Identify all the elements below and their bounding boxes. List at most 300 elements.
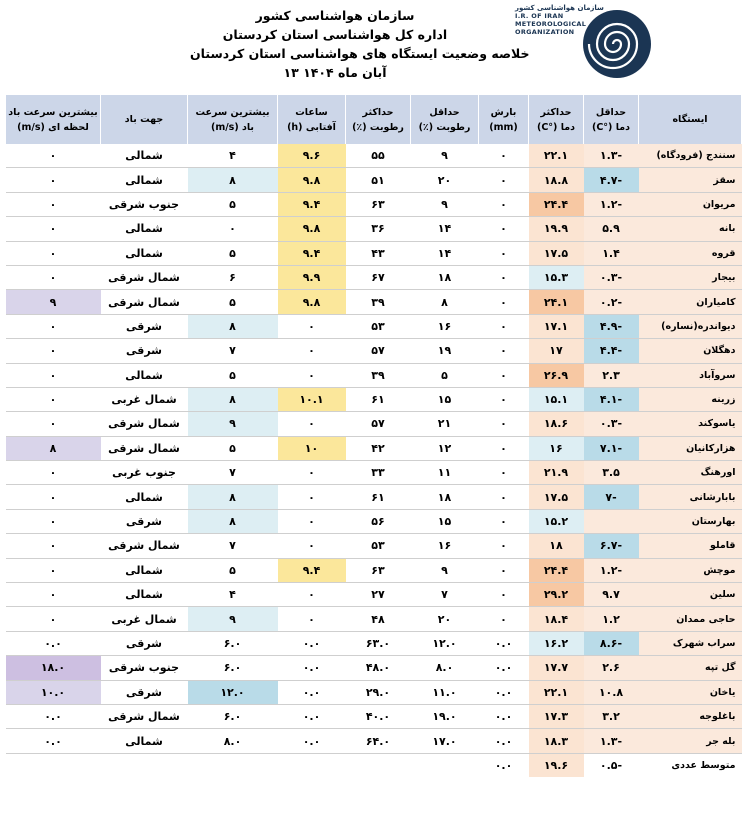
gust-cell: ۰.۰ [6, 729, 101, 753]
hmin-cell: ۱۱.۰ [411, 680, 479, 704]
rain-cell: ۰ [479, 265, 529, 289]
wmax-cell: ۸ [188, 314, 278, 338]
hmin-cell: ۲۰ [411, 168, 479, 192]
tmin-cell: -۱.۲ [584, 558, 639, 582]
wmax-cell: ۵ [188, 363, 278, 387]
station-name-cell: باغلوجه [639, 704, 742, 728]
station-name-cell: زرینه [639, 387, 742, 411]
wmax-cell: ۶ [188, 265, 278, 289]
table-row [6, 265, 742, 289]
rain-cell: ۰ [479, 339, 529, 363]
gust-cell: ۸ [6, 436, 101, 460]
tmax-cell: ۱۷.۳ [529, 704, 584, 728]
sun-cell: ۱۰ [278, 436, 346, 460]
station-name-cell: کامیاران [639, 290, 742, 314]
sun-cell: ۹.۸ [278, 290, 346, 314]
gust-cell: ۰ [6, 168, 101, 192]
column-header [6, 95, 101, 144]
wmax-cell: ۶.۰ [188, 631, 278, 655]
tmax-cell: ۱۷ [529, 339, 584, 363]
tmin-cell: -۴.۷ [584, 168, 639, 192]
wmax-cell: ۷ [188, 461, 278, 485]
tmax-cell: ۲۶.۹ [529, 363, 584, 387]
wind-direction-cell: شرقی [101, 680, 188, 704]
tmin-cell: -۸.۶ [584, 631, 639, 655]
table-row [6, 704, 742, 728]
stations-table [5, 95, 742, 777]
station-name-cell: سلین [639, 583, 742, 607]
column-header [346, 95, 411, 144]
wind-direction-cell: شمال شرقی [101, 290, 188, 314]
column-header-line: بیشترین سرعت [195, 106, 270, 118]
table-row [6, 339, 742, 363]
tmin-cell: -۰.۵ [599, 758, 623, 772]
wmax-cell: ۸ [188, 387, 278, 411]
tmin-cell: -۷ [584, 485, 639, 509]
column-header [101, 95, 188, 144]
gust-cell: ۰ [6, 339, 101, 363]
column-header-line: حداقل [429, 106, 460, 118]
station-name-cell: سنندج (فرودگاه) [639, 144, 742, 168]
wmax-cell: ۷ [188, 534, 278, 558]
gust-cell: ۰ [6, 265, 101, 289]
tmin-cell: -۴.۱ [584, 387, 639, 411]
hmin-cell: ۱۹ [411, 339, 479, 363]
tmax-cell: ۱۵.۲ [529, 509, 584, 533]
logo-en-line3: ORGANIZATION [515, 28, 575, 36]
wind-direction-cell: شمال غربی [101, 607, 188, 631]
table-body [6, 144, 742, 777]
station-name-cell: متوسط عددی [639, 753, 742, 777]
sun-cell: ۹.۴ [278, 192, 346, 216]
tmax-cell: ۱۸.۳ [529, 729, 584, 753]
rain-cell: ۰ [479, 461, 529, 485]
wind-direction-cell: شمال شرقی [101, 436, 188, 460]
table-row [6, 314, 742, 338]
rain-cell: ۰ [479, 290, 529, 314]
tmax-cell: ۱۵.۳ [529, 265, 584, 289]
column-header-line: لحظه ای (m/s) [17, 121, 89, 133]
hmax-cell: ۶۳ [346, 192, 411, 216]
hmax-cell: ۳۹ [346, 363, 411, 387]
table-row [6, 412, 742, 436]
wind-direction-cell: شمالی [101, 558, 188, 582]
tmax-cell: ۱۶.۲ [529, 631, 584, 655]
station-name-cell: دهگلان [639, 339, 742, 363]
hmin-cell: ۱۲.۰ [411, 631, 479, 655]
tmin-cell: ۱۰.۸ [584, 680, 639, 704]
rain-cell: ۰ [479, 314, 529, 338]
rain-cell: ۰ [479, 534, 529, 558]
rain-cell: ۰ [479, 607, 529, 631]
tmin-cell: ۹.۷ [584, 583, 639, 607]
hmin-cell: ۸ [411, 290, 479, 314]
wmax-cell: ۸.۰ [188, 729, 278, 753]
hmin-cell: ۱۲ [411, 436, 479, 460]
hmax-cell: ۴۳ [346, 241, 411, 265]
sun-cell: ۰ [278, 339, 346, 363]
hmin-cell: ۷ [411, 583, 479, 607]
wmax-cell: ۴ [188, 583, 278, 607]
wmax-cell: ۷ [188, 339, 278, 363]
hmax-cell: ۴۰.۰ [346, 704, 411, 728]
sun-cell: ۰ [278, 534, 346, 558]
hmin-cell [411, 753, 479, 777]
gust-cell: ۰ [6, 509, 101, 533]
station-name-cell: قروه [639, 241, 742, 265]
gust-cell: ۰ [6, 387, 101, 411]
hmax-cell [346, 753, 411, 777]
hmax-cell: ۶۱ [346, 387, 411, 411]
rain-cell: ۰ [479, 387, 529, 411]
gust-cell: ۰ [6, 192, 101, 216]
sun-cell: ۰ [278, 363, 346, 387]
hmax-cell: ۳۶ [346, 217, 411, 241]
tmin-cell [584, 509, 639, 533]
hmax-cell: ۶۷ [346, 265, 411, 289]
gust-cell: ۰ [6, 241, 101, 265]
table-row [6, 436, 742, 460]
sun-cell: ۰ [278, 583, 346, 607]
hmax-cell: ۲۷ [346, 583, 411, 607]
sun-cell: ۹.۶ [278, 144, 346, 168]
gust-cell: ۰ [6, 485, 101, 509]
column-header-line: (mm) [489, 121, 518, 133]
hmin-cell: ۱۹.۰ [411, 704, 479, 728]
rain-cell: ۰ [479, 558, 529, 582]
wind-direction-cell: شرقی [101, 314, 188, 338]
station-name-cell: هزارکانیان [639, 436, 742, 460]
wmax-cell: ۶.۰ [188, 656, 278, 680]
logo-fa-text: سازمان هواشناسی کشور [515, 4, 604, 12]
wmax-cell: ۵ [188, 436, 278, 460]
gust-cell [6, 753, 101, 777]
tmax-cell: ۱۷.۱ [529, 314, 584, 338]
rain-cell: ۰ [479, 192, 529, 216]
wind-direction-cell: جنوب شرقی [101, 192, 188, 216]
rain-cell: ۰ [479, 583, 529, 607]
rain-cell: ۰ [479, 485, 529, 509]
wmax-cell: ۸ [188, 509, 278, 533]
tmin-cell: ۱.۲ [584, 607, 639, 631]
wmax-cell: ۶.۰ [188, 704, 278, 728]
column-header-line: دما (°C) [591, 121, 631, 133]
sun-cell: ۰.۰ [278, 631, 346, 655]
rain-cell: ۰.۰ [479, 631, 529, 655]
tmin-cell: ۱.۴ [584, 241, 639, 265]
tmax-cell: ۲۲.۱ [529, 144, 584, 168]
report-header [0, 0, 716, 95]
gust-cell: ۰ [6, 144, 101, 168]
tmin-cell: -۰.۳ [584, 265, 639, 289]
tmax-cell: ۱۷.۷ [529, 656, 584, 680]
table-row [6, 241, 742, 265]
sun-cell: ۹.۴ [278, 558, 346, 582]
gust-cell: ۰.۰ [6, 704, 101, 728]
sun-cell: ۰.۰ [278, 656, 346, 680]
tmax-cell: ۲۹.۲ [529, 583, 584, 607]
hmin-cell: ۱۷.۰ [411, 729, 479, 753]
rain-cell: ۰.۰ [479, 704, 529, 728]
sun-cell: ۰.۰ [278, 680, 346, 704]
header-text-block [190, 6, 530, 82]
tmin-cell: -۴.۴ [584, 339, 639, 363]
table-row [6, 583, 742, 607]
column-header-line: ایستگاه [672, 114, 708, 125]
table-row [6, 631, 742, 655]
rain-cell: ۰ [479, 363, 529, 387]
hmax-cell: ۴۸.۰ [346, 656, 411, 680]
tmin-cell: -۱.۳ [584, 729, 639, 753]
column-header [584, 95, 639, 144]
hmin-cell: ۱۸ [411, 485, 479, 509]
hmax-cell: ۵۳ [346, 314, 411, 338]
hmax-cell: ۵۷ [346, 412, 411, 436]
tmin-cell: -۰.۳ [584, 412, 639, 436]
wind-direction-cell: شمال شرقی [101, 265, 188, 289]
logo-en-line2: METEOROLOGICAL [515, 20, 587, 28]
hmin-cell: ۲۰ [411, 607, 479, 631]
sun-cell: ۰.۰ [278, 704, 346, 728]
sun-cell: ۰ [278, 412, 346, 436]
table-row [6, 607, 742, 631]
tmin-cell: -۷.۱ [584, 436, 639, 460]
sun-cell: ۰.۰ [278, 729, 346, 753]
wmax-cell: ۹ [188, 607, 278, 631]
station-name-cell: گل تپه [639, 656, 742, 680]
station-name-cell: بله جر [639, 729, 742, 753]
hmax-cell: ۵۵ [346, 144, 411, 168]
sun-cell: ۰ [278, 314, 346, 338]
hmax-cell: ۵۷ [346, 339, 411, 363]
rain-cell: ۰ [479, 217, 529, 241]
table-row [6, 558, 742, 582]
hmin-cell: ۵ [411, 363, 479, 387]
station-name-cell: یاخان [639, 680, 742, 704]
tmax-cell: ۱۸.۸ [529, 168, 584, 192]
wmax-cell: ۵ [188, 290, 278, 314]
hmin-cell: ۹ [411, 192, 479, 216]
hmin-cell: ۱۴ [411, 217, 479, 241]
table-row [6, 363, 742, 387]
hmax-cell: ۴۸ [346, 607, 411, 631]
tmax-cell: ۲۱.۹ [529, 461, 584, 485]
wmax-cell: ۱۲.۰ [188, 680, 278, 704]
gust-cell: ۰ [6, 558, 101, 582]
rain-cell: ۰.۰ [479, 680, 529, 704]
rain-cell: ۰.۰ [479, 656, 529, 680]
tmax-cell: ۲۴.۴ [529, 192, 584, 216]
column-header-line: رطوبت (٪) [418, 121, 471, 133]
station-name-cell: قاملو [639, 534, 742, 558]
tmax-cell: ۲۴.۴ [529, 558, 584, 582]
sun-cell [278, 753, 346, 777]
column-header-line: رطوبت (٪) [352, 121, 404, 133]
gust-cell: ۰ [6, 314, 101, 338]
table-row [6, 461, 742, 485]
column-header [411, 95, 479, 144]
column-header [188, 95, 278, 144]
column-header-line: دما (°C) [536, 121, 576, 133]
gust-cell: ۱۰.۰ [6, 680, 101, 704]
wind-direction-cell: شمال شرقی [101, 704, 188, 728]
tmax-cell: ۱۵.۱ [529, 387, 584, 411]
wind-direction-cell: شمالی [101, 217, 188, 241]
logo-en-line1: I.R. OF IRAN [515, 12, 564, 20]
column-header-line: حداکثر [540, 106, 572, 118]
column-header [529, 95, 584, 144]
column-header-line: حداقل [595, 106, 627, 118]
table-row [6, 656, 742, 680]
rain-cell: ۰ [479, 144, 529, 168]
wmax-cell: ۸ [188, 168, 278, 192]
station-name-cell: بابارشانی [639, 485, 742, 509]
wind-direction-cell: شمالی [101, 168, 188, 192]
header-date: ۱۳ آبان ماه ۱۴۰۴ [283, 65, 387, 80]
wmax-cell: ۸ [188, 485, 278, 509]
hmax-cell: ۶۳ [346, 558, 411, 582]
rain-cell: ۰ [479, 436, 529, 460]
tmin-cell: -۱.۳ [584, 144, 639, 168]
column-header [479, 95, 529, 144]
wind-direction-cell: شمالی [101, 583, 188, 607]
wind-direction-cell: شرقی [101, 339, 188, 363]
hmin-cell: ۹ [411, 144, 479, 168]
gust-cell: ۰ [6, 363, 101, 387]
wind-direction-cell: شمالی [101, 144, 188, 168]
sun-cell: ۹.۴ [278, 241, 346, 265]
table-row [6, 217, 742, 241]
wmax-cell: ۴ [188, 144, 278, 168]
gust-cell: ۹ [6, 290, 101, 314]
hmax-cell: ۳۳ [346, 461, 411, 485]
tmax-cell: ۱۸ [529, 534, 584, 558]
sun-cell: ۹.۹ [278, 265, 346, 289]
station-name-cell: بانه [639, 217, 742, 241]
tmax-cell: ۱۸.۴ [529, 607, 584, 631]
tmax-cell: ۱۸.۶ [529, 412, 584, 436]
wmax-cell: ۵ [188, 558, 278, 582]
tmin-cell: ۲.۳ [584, 363, 639, 387]
header-office-title: اداره کل هواشناسی استان کردستان [222, 27, 448, 42]
wmax-cell: ۵ [188, 192, 278, 216]
column-header-line: ساعات [295, 106, 328, 118]
tmax-cell: ۱۷.۵ [529, 241, 584, 265]
header-report-title: خلاصه وضعیت ایستگاه های هواشناسی استان کردستان [190, 46, 530, 61]
gust-cell: ۰ [6, 607, 101, 631]
wind-direction-cell [101, 753, 188, 777]
wmax-cell: ۰ [188, 217, 278, 241]
irimo-logo [515, 4, 715, 82]
table-row [6, 192, 742, 216]
tmin-cell: ۲.۶ [584, 656, 639, 680]
column-header-line: بارش [490, 106, 517, 118]
table-row [6, 680, 742, 704]
tmin-cell: ۳.۲ [584, 704, 639, 728]
gust-cell: ۱۸.۰ [6, 656, 101, 680]
wmax-cell: ۵ [188, 241, 278, 265]
sun-cell: ۰ [278, 485, 346, 509]
rain-cell: ۰ [479, 412, 529, 436]
sun-cell: ۰ [278, 461, 346, 485]
tmin-cell: -۴.۹ [584, 314, 639, 338]
column-header-line: آفتابی (h) [287, 121, 336, 133]
hmin-cell: ۲۱ [411, 412, 479, 436]
table-row [6, 485, 742, 509]
wind-direction-cell: شمال غربی [101, 387, 188, 411]
station-name-cell: سروآباد [639, 363, 742, 387]
hmax-cell: ۲۹.۰ [346, 680, 411, 704]
hmax-cell: ۵۳ [346, 534, 411, 558]
wind-direction-cell: جنوب شرقی [101, 656, 188, 680]
sun-cell: ۱۰.۱ [278, 387, 346, 411]
gust-cell: ۰ [6, 461, 101, 485]
hmax-cell: ۴۲ [346, 436, 411, 460]
gust-cell: ۰ [6, 534, 101, 558]
sun-cell: ۰ [278, 509, 346, 533]
tmin-cell: ۳.۵ [584, 461, 639, 485]
table-header-row [6, 95, 742, 144]
table-row [6, 168, 742, 192]
average-row [6, 753, 742, 777]
gust-cell: ۰ [6, 583, 101, 607]
hmin-cell: ۱۶ [411, 534, 479, 558]
tmin-cell: ۵.۹ [584, 217, 639, 241]
hmin-cell: ۱۵ [411, 387, 479, 411]
table-row [6, 509, 742, 533]
column-header-line: بیشترین سرعت باد [8, 106, 98, 118]
station-name-cell: سراب شهرک [639, 631, 742, 655]
hmin-cell: ۱۱ [411, 461, 479, 485]
hmin-cell: ۱۵ [411, 509, 479, 533]
station-name-cell: یاسوکند [639, 412, 742, 436]
tmax-cell: ۲۴.۱ [529, 290, 584, 314]
wind-direction-cell: شمالی [101, 729, 188, 753]
tmin-cell: -۰.۲ [584, 290, 639, 314]
tmax-cell: ۲۲.۱ [529, 680, 584, 704]
hmin-cell: ۱۸ [411, 265, 479, 289]
column-header-line: جهت باد [124, 114, 164, 125]
wind-direction-cell: شرقی [101, 509, 188, 533]
station-name-cell: مریوان [639, 192, 742, 216]
sun-cell: ۹.۸ [278, 168, 346, 192]
hmax-cell: ۶۴.۰ [346, 729, 411, 753]
hmax-cell: ۶۱ [346, 485, 411, 509]
hmax-cell: ۵۱ [346, 168, 411, 192]
column-header [639, 95, 742, 144]
station-name-cell: بهارستان [639, 509, 742, 533]
hmin-cell: ۹ [411, 558, 479, 582]
hmax-cell: ۳۹ [346, 290, 411, 314]
hmin-cell: ۱۶ [411, 314, 479, 338]
spiral-logo-icon [573, 6, 653, 82]
gust-cell: ۰.۰ [6, 631, 101, 655]
wind-direction-cell: شمال شرقی [101, 534, 188, 558]
table-row [6, 290, 742, 314]
tmax-cell: ۱۹.۶ [529, 753, 584, 777]
rain-cell: ۰ [479, 168, 529, 192]
header-org-title: سازمان هواشناسی کشور [255, 8, 415, 23]
tmax-cell: ۱۹.۹ [529, 217, 584, 241]
column-header [278, 95, 346, 144]
table-row [6, 387, 742, 411]
hmin-cell: ۱۴ [411, 241, 479, 265]
tmin-cell: -۶.۷ [584, 534, 639, 558]
station-name-cell: بیجار [639, 265, 742, 289]
station-name-cell: سقز [639, 168, 742, 192]
wind-direction-cell: شمالی [101, 485, 188, 509]
table-row [6, 144, 742, 168]
